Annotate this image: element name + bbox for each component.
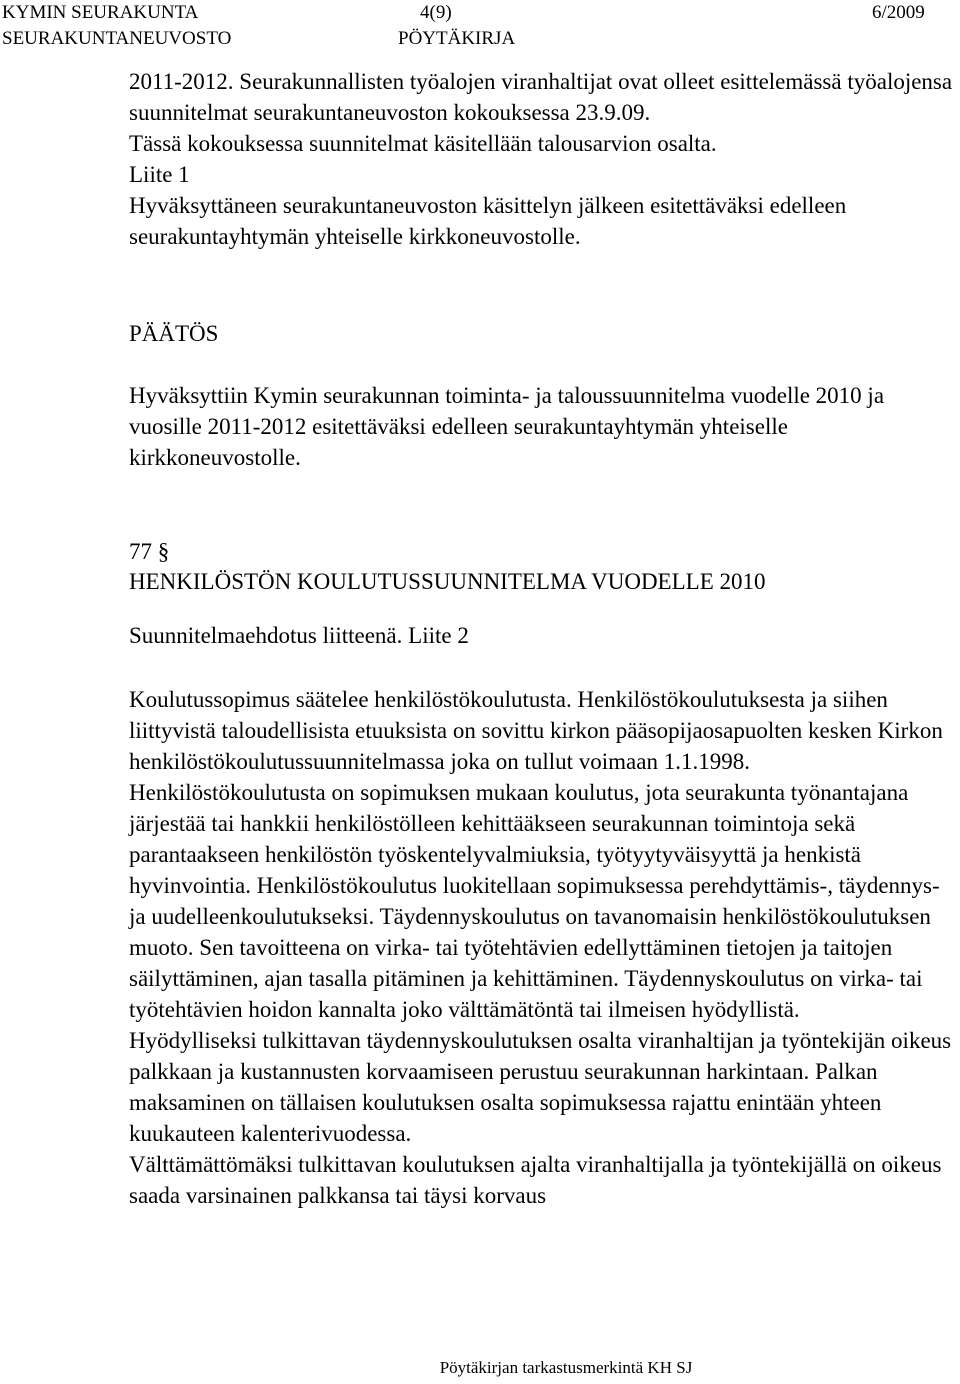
proposal-paragraph: Hyväksyttäneen seurakuntaneuvoston käsittelyn jälkeen esitettäväksi edelleen seurakuntayhtymän yhteiselle kirkkoneuvostolle. xyxy=(129,193,847,249)
main-text-block xyxy=(129,684,957,1211)
section-symbol: § xyxy=(157,539,170,564)
decision-heading: PÄÄTÖS xyxy=(129,321,219,346)
header-body: SEURAKUNTANEUVOSTO xyxy=(2,28,232,49)
footer-initials-2: SJ xyxy=(676,1358,693,1377)
necessary-paragraph: Välttämättömäksi tulkittavan koulutuksen ajalta viranhaltijalla ja työntekijällä on oikeus saada varsinainen palkkansa tai täysi korvaus xyxy=(129,1152,942,1208)
header-org: KYMIN SEURAKUNTA xyxy=(2,2,199,23)
section-title: HENKILÖSTÖN KOULUTUSSUUNNITELMA VUODELLE 2010 xyxy=(129,569,766,594)
header-meeting-number: 6/2009 xyxy=(872,2,925,23)
training-paragraph: Koulutussopimus säätelee henkilöstökoulutusta. Henkilöstökoulutuksesta ja siihen liittyvistä taloudellisista etuuksista on sovittu kirkon pääsopijaosapuolten kesken Kirkon henkilöstökoulutussuunnitelmassa joka on tullut voimaan 1.1.1998. xyxy=(129,687,943,774)
header-doc-type: PÖYTÄKIRJA xyxy=(398,28,516,49)
intro-paragraph: 2011-2012. Seurakunnallisten työalojen viranhaltijat ovat olleet esittelemässä työalojensa suunnitelmat seurakuntaneuvoston kokouksessa 23.9.09. xyxy=(129,69,953,125)
section-number: 77 xyxy=(129,539,152,564)
footer xyxy=(0,1358,960,1378)
definition-paragraph: Henkilöstökoulutusta on sopimuksen mukaan koulutus, jota seurakunta työnantajana järjestää tai hankkii henkilöstölleen kehittääkseen seurakunnan toimintoja sekä parantaakseen henkilöstön työskentelyvalmiuksia, työtyytyväisyyttä ja henkistä hyvinvointia. Henkilöstökoulutus luokitellaan sopimuksessa perehdyttämis-, täydennys- ja uudelleenkoulutukseksi. Täydennyskoulutus on tavanomaisin henkilöstökoulutuksen muoto. Sen tavoitteena on virka- tai työtehtävien edellyttäminen tietojen ja taitojen säilyttäminen, ajan tasalla pitäminen ja kehittäminen. Täydennyskoulutus on virka- tai työtehtävien hoidon kannalta joko välttämätöntä tai ilmeisen hyödyllistä. xyxy=(129,780,940,1022)
budget-line: Tässä kokouksessa suunnitelmat käsitellään talousarvion osalta. xyxy=(129,131,717,156)
intro-block xyxy=(129,66,957,252)
attachment-1: Liite 1 xyxy=(129,162,190,187)
header-page-number: 4(9) xyxy=(420,2,452,23)
footer-initials-1: KH xyxy=(647,1358,672,1377)
plan-line: Suunnitelmaehdotus liitteenä. Liite 2 xyxy=(129,623,469,648)
useful-paragraph: Hyödylliseksi tulkittavan täydennyskoulutuksen osalta viranhaltijan ja työntekijän oikeus palkkaan ja kustannusten korvaamiseen perustuu seurakunnan harkintaan. Palkan maksaminen on tällaisen koulutuksen osalta sopimuksessa rajattu enintään yhteen kuukauteen kalenterivuodessa. xyxy=(129,1028,952,1146)
decision-text: Hyväksyttiin Kymin seurakunnan toiminta- ja taloussuunnitelma vuodelle 2010 ja vuosille 2011-2012 esitettäväksi edelleen seurakuntayhtymän yhteiselle kirkkoneuvostolle. xyxy=(129,383,885,470)
section-header xyxy=(129,536,957,567)
footer-label: Pöytäkirjan tarkastusmerkintä xyxy=(439,1358,644,1377)
